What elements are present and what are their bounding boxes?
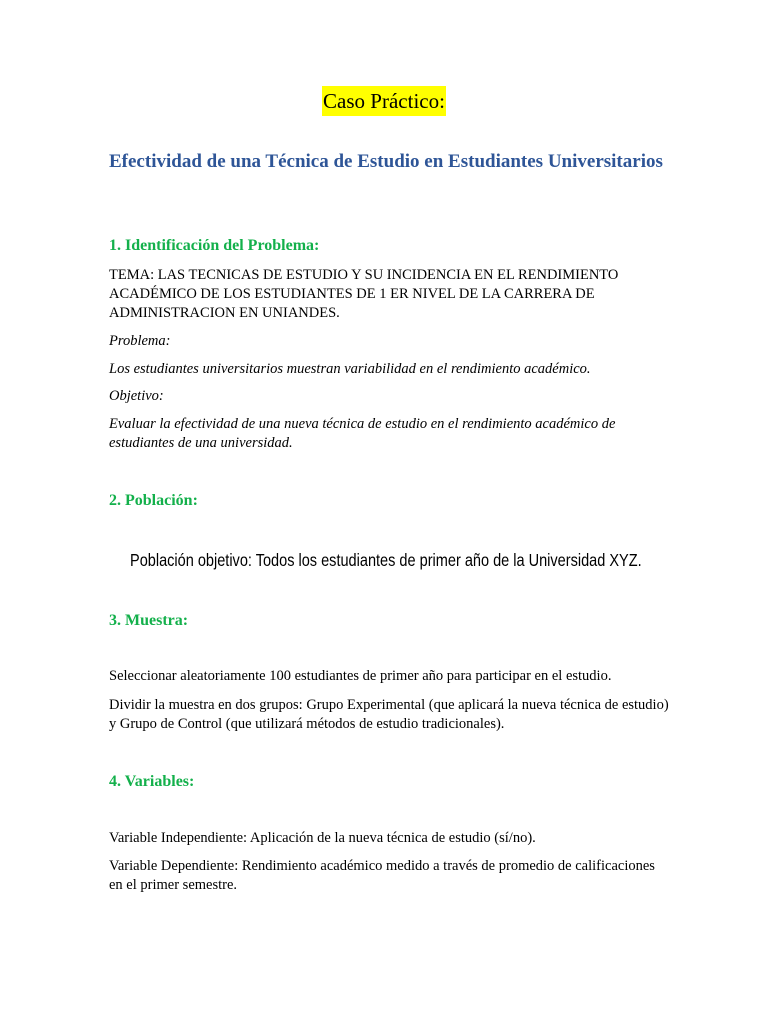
sample-paragraph: Seleccionar aleatoriamente 100 estudiantes de primer año para participar en el estudio. bbox=[109, 668, 612, 684]
objetivo-label: Objetivo: bbox=[109, 388, 164, 404]
variable-paragraph: Variable Dependiente: Rendimiento académico medido a través de promedio de calificaciones en el primer semestre. bbox=[109, 858, 655, 893]
problema-label: Problema: bbox=[109, 333, 171, 349]
population-text: Población objetivo: Todos los estudiantes de primer año de la Universidad XYZ. bbox=[130, 550, 642, 570]
title-container bbox=[0, 86, 768, 116]
variable-paragraph: Variable Independiente: Aplicación de la nueva técnica de estudio (sí/no). bbox=[109, 830, 536, 846]
section-heading-population: 2. Población: bbox=[109, 492, 198, 509]
objetivo-text: Evaluar la efectividad de una nueva técnica de estudio en el rendimiento académico de estudiantes de una universidad. bbox=[109, 416, 616, 451]
section-heading-variables: 4. Variables: bbox=[109, 773, 195, 790]
sample-paragraph: Dividir la muestra en dos grupos: Grupo Experimental (que aplicará la nueva técnica de estudio) y Grupo de Control (que utilizará métodos de estudio tradicionales). bbox=[109, 697, 669, 732]
document-subtitle: Efectividad de una Técnica de Estudio en Estudiantes Universitarios bbox=[109, 151, 663, 172]
section-heading-problem: 1. Identificación del Problema: bbox=[109, 237, 320, 254]
document-title: Caso Práctico: bbox=[322, 86, 446, 116]
section-heading-sample: 3. Muestra: bbox=[109, 612, 189, 629]
tema-paragraph: TEMA: LAS TECNICAS DE ESTUDIO Y SU INCIDENCIA EN EL RENDIMIENTO ACADÉMICO DE LOS ESTUDIANTES DE 1 ER NIVEL DE LA CARRERA DE ADMINISTRACION EN UNIANDES. bbox=[109, 267, 619, 321]
problema-text: Los estudiantes universitarios muestran variabilidad en el rendimiento académico. bbox=[109, 361, 591, 377]
